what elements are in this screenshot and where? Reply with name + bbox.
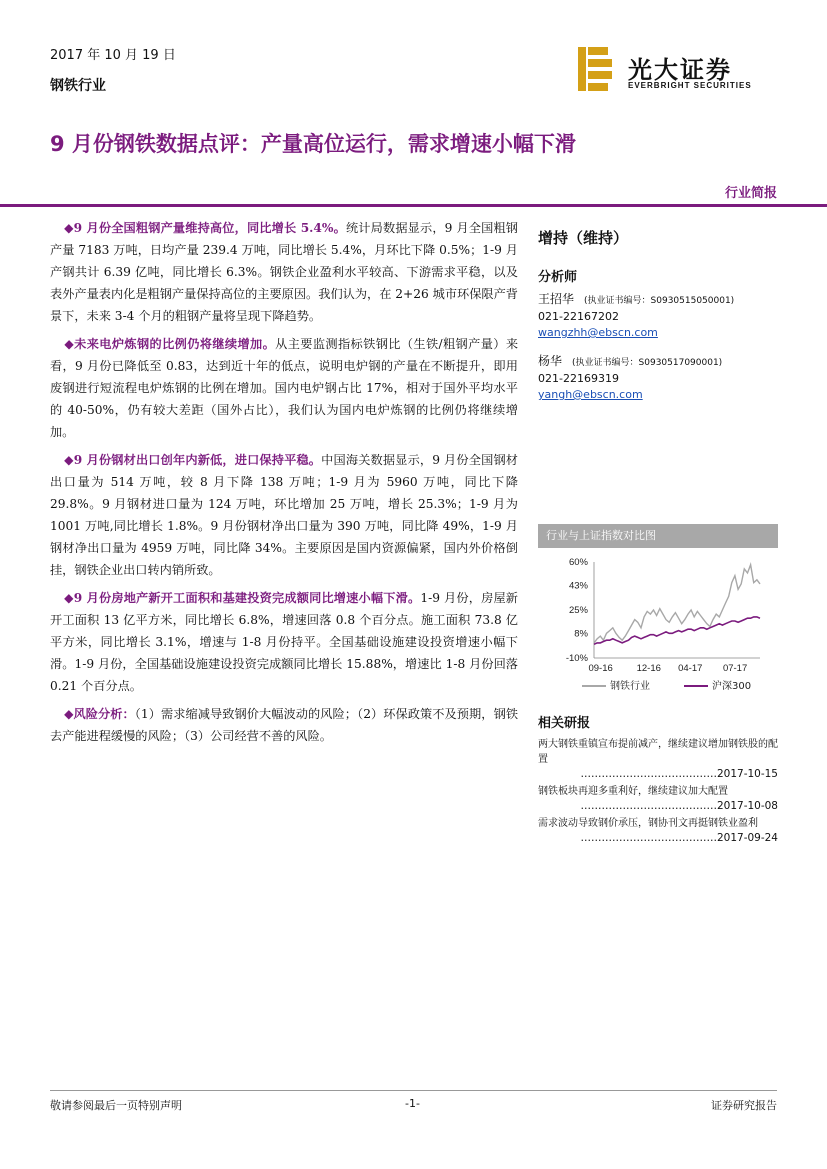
footer-disclaimer: 敬请参阅最后一页特别声明 [50, 1099, 182, 1112]
analyst-heading: 分析师 [538, 270, 578, 285]
paragraph-lead: ◆风险分析： [64, 707, 135, 721]
chart-y-tick-label: 60% [568, 557, 588, 568]
comparison-chart [538, 524, 778, 704]
analyst-phone: 021-22169319 [538, 372, 619, 385]
logo-text-en: EVERBRIGHT SECURITIES [628, 81, 752, 90]
paragraph-lead: ◆未来电炉炼钢的比例仍将继续增加。 [64, 337, 276, 351]
page-title: 9 月份钢铁数据点评：产量高位运行，需求增速小幅下滑 [50, 132, 576, 156]
chart-x-tick-label: 09-16 [588, 663, 613, 674]
analyst-name: 杨华 [538, 354, 563, 368]
legend-label-steel: 钢铁行业 [610, 681, 650, 692]
industry-label: 钢铁行业 [50, 78, 106, 94]
main-content [50, 217, 518, 753]
paragraph-steel-output [50, 217, 518, 327]
sidebar [538, 217, 778, 415]
logo-mark-icon [578, 47, 614, 91]
analyst-email-link[interactable]: yangh@ebscn.com [538, 388, 643, 401]
series-line-hs300 [594, 617, 760, 644]
paragraph-body: 中国海关数据显示，9 月份全国钢材出口量为 514 万吨，较 8 月下降 138 万吨；1-9 月为 5960 万吨，同比下降 29.8%。9 月钢材进口量为 124 万吨，环比增加 25 万吨，增长 25.3%；1-9 月为 1001 万吨,同比增长 1.8%。9 月份钢材净出口量为 390 万吨，同比降 49%，1-9 月钢材净出口量为 4959 万吨，同比降 34%。主要原因是国内资源偏紧，国内外价格倒挂，钢铁企业出口转内销所致。 [50, 453, 518, 577]
paragraph-lead: ◆9 月份钢材出口创年内新低，进口保持平稳。 [64, 453, 322, 467]
related-item-date: …………………………………2017-10-15 [580, 768, 778, 780]
related-heading: 相关研报 [538, 716, 591, 731]
report-type-label: 行业简报 [724, 186, 777, 201]
analyst-card [538, 291, 778, 341]
report-date: 2017 年 10 月 19 日 [50, 48, 176, 63]
chart-x-tick-label: 12-16 [636, 663, 661, 674]
chart-x-tick-label: 04-17 [678, 663, 703, 674]
paragraph-export [50, 449, 518, 581]
paragraph-lead: ◆9 月份房地产新开工面积和基建投资完成额同比增速小幅下滑。 [64, 591, 421, 605]
related-item-title[interactable]: 两大钢铁重镇宣布提前减产，继续建议增加钢铁股的配置 [538, 739, 778, 765]
paragraph-body: 从主要监测指标铁钢比（生铁/粗钢产量）来看，9 月份已降低至 0.83，达到近十年的低点，说明电炉钢的产量在不断提升，即用废钢进行短流程电炉炼钢的比例在增加。国内电炉钢占比 17%，相对于国外平均水平的 40-50%，仍有较大差距（国外占比），我们认为国内电炉炼钢的比例仍将继续增加。 [50, 337, 519, 439]
paragraph-risk [50, 703, 518, 747]
related-item-date: …………………………………2017-10-08 [580, 800, 778, 812]
related-research [538, 712, 778, 848]
paragraph-real-estate [50, 587, 518, 697]
chart-plot [538, 548, 778, 704]
footer-divider [50, 1090, 777, 1091]
header-divider [0, 204, 827, 207]
company-logo [578, 47, 778, 95]
logo-text-cn: 光大证券 [628, 55, 732, 84]
analyst-card [538, 353, 778, 403]
analyst-email-link[interactable]: wangzhh@ebscn.com [538, 326, 658, 339]
chart-title: 行业与上证指数对比图 [538, 524, 778, 548]
analyst-phone: 021-22167202 [538, 310, 619, 323]
page-number: -1- [405, 1097, 420, 1110]
chart-y-tick-label: 43% [568, 580, 588, 592]
chart-y-tick-label: 25% [568, 605, 588, 616]
paragraph-lead: ◆9 月份全国粗钢产量维持高位，同比增长 5.4%。 [64, 221, 346, 235]
analyst-cert: (执业证书编号：S0930517090001) [572, 358, 723, 368]
paragraph-body: 1-9 月份，房屋新开工面积 13 亿平方米，同比增长 6.8%，增速回落 0.8 个百分点。施工面积 73.8 亿平方米，同比增长 3.1%，增速与 1-8 月份持平。全国基础设施建设投资增速小幅下滑。1-9 月份，全国基础设施建设投资完成额同比增长 15.88%，增速比 1-8 月份回落 0.21 个百分点。 [50, 591, 518, 693]
analyst-name: 王招华 [538, 292, 575, 306]
related-item-date: …………………………………2017-09-24 [580, 832, 778, 844]
chart-y-tick-label: 8% [574, 628, 588, 640]
footer-report-type: 证券研究报告 [711, 1099, 777, 1112]
related-item-title[interactable]: 钢铁板块再迎多重利好，继续建议加大配置 [538, 786, 728, 797]
paragraph-body: （1）需求缩减导致钢价大幅波动的风险；（2）环保政策不及预期，钢铁去产能进程缓慢的风险；（3）公司经营不善的风险。 [50, 707, 519, 743]
related-item-title[interactable]: 需求波动导致钢价承压，钢协刊文再挺钢铁业盈利 [538, 818, 758, 829]
analyst-cert: (执业证书编号：S0930515050001) [584, 296, 735, 306]
paragraph-electric-furnace [50, 333, 518, 443]
legend-label-hs300: 沪深300 [712, 681, 752, 692]
rating-label: 增持（维持） [538, 229, 629, 247]
paragraph-body: 统计局数据显示，9 月全国粗钢产量 7183 万吨，日均产量 239.4 万吨，同比增长 5.4%，月环比下降 0.5%；1-9 月产钢共计 6.39 亿吨，同比增长 6.3%。钢铁企业盈利水平较高、下游需求平稳，以及表外产量表内化是粗钢产量保持高位的主要原因。我们认为，在 2+26 城市环保限产背景下，未来 3-4 个月的粗钢产量将呈现下降趋势。 [50, 221, 518, 323]
chart-y-tick-label: -10% [565, 653, 588, 664]
chart-x-tick-label: 07-17 [722, 663, 748, 674]
